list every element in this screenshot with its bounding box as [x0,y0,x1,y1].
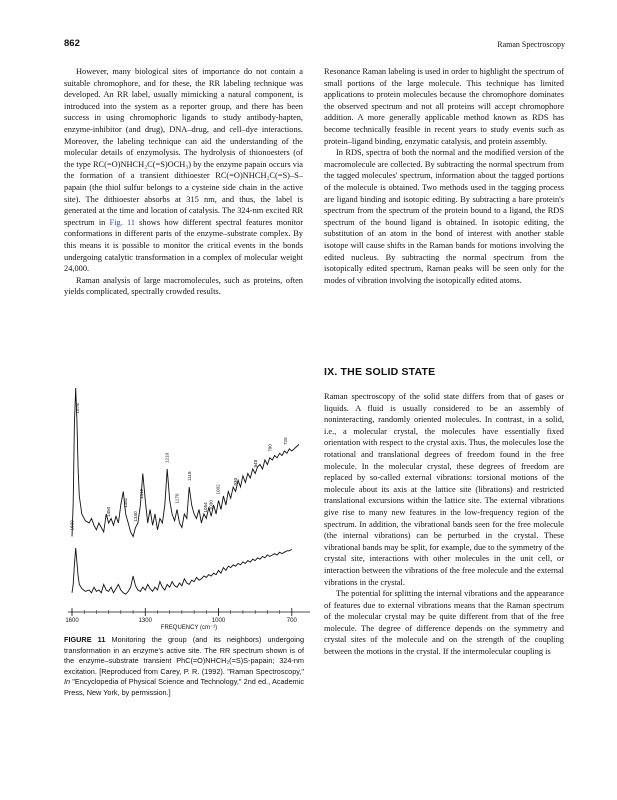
peak-label-1340: 1340 [132,511,138,522]
figure-11-caption [64,635,304,698]
figure-11-link[interactable]: Fig. 11 [109,217,136,227]
right-paragraph-3: Raman spectroscopy of the solid state differs from that of gases or liquids. A fluid is usually considered to be an assembly of noninteracting, randomly oriented molecules. In contrast, in a solid, i.e., a molecular crystal, the molecules have essentially fixed orientation with respect to the crystal axis. Thus, the molecules lose the rotational and translational degrees of freedom found in the free molecule. In the molecular crystal, these degrees of freedom are replaced by so-called external vibrations: torsional motions of the molecule about its axis at the lattice site (librations) and restricted translational excursions within the lattice site. The external vibrations give rise to many new features in the low-frequency region of the spectrum. In addition, the vibrational bands seen for the free molecule (the internal vibrations) can be perturbed in the crystal. These vibrational bands may be split, for example, due to the symmetry of the crystal site, interactions with other molecules in the unit cell, or interaction between the vibrations of the free molecule and the external vibrations in the crystal. [324,392,564,587]
peak-label-1600: 1600 [69,520,75,531]
caption-italic: In [64,677,71,686]
peak-label-1002: 1002 [215,484,221,495]
figure-11-spectrum [64,372,314,634]
right-column-bottom [324,391,564,658]
caption-text: Monitoring the group (and its neighbors) undergoing transformation in an enzyme's active site. The RR spectrum shown is of the enzyme–substrate transient PhC(=O)NHCH₂(=S)S-papain; 324-nm excitation. [Reproduced from Carey, P. R. (1992). "Raman Spectroscopy," [64,635,305,676]
spectrum-trace-upper [69,388,299,537]
x-tick-label-700: 700 [286,618,297,624]
left-paragraph-1-text: However, many biological sites of importance do not contain a suitable chromophore, and for these, the RR labeling technique was developed. An RR label, usually mimicking a natural component, is introduced into the system as a reporter group, and there has been success in using chromophoric ligands to study antibody-hapten, enzyme-inhibitor (and drug), DNA–drug, and cell–dye interactions. Moreover, the labeling technique can aid the understanding of the molecular details of enzymolysis. The hydrolysis of thionoesters (of the type RC(=O)NHCH₂C(=S)OCH₃) by the enzyme papain occurs via the formation of a transient dithioester RC(=O)NHCH₂C(=S)–S–papain (the thiol sulfur belongs to a cysteine side chain in the active site). The dithioester absorbs at 315 nm, and thus, the label is generated at the time and location of catalysis. The 324-nm excited RR spectrum in [64,67,303,227]
x-axis-label: FREQUENCY (cm⁻¹) [160,625,218,631]
peak-label-1210: 1210 [164,452,170,463]
right-paragraph-1: Resonance Raman labeling is used in order to highlight the spectrum of small portions of the large molecule. This technique has limited applications to protein molecules because the chromophore dominates the observed spectrum and not all proteins will accept chromophore addition. A more generally applicable method known as RDS has become technically feasible in recent years to study events such as protein–ligand binding, enzymatic catalysis, and protein assembly. [324,67,564,146]
left-column [64,66,303,298]
peak-label-848: 848 [253,459,259,468]
caption-label: FIGURE 11 [64,635,106,644]
peak-label-930: 930 [233,477,239,486]
left-paragraph-1 [64,66,303,275]
left-paragraph-1-end: shows how different spectral features monitor conformations in different parts of the enzyme–substrate complex. By this means it is possible to monitor the critical events in the bonds undergoing catalytic transformation in a complex of molecular weight 24,000. [64,217,304,274]
page-number: 862 [64,38,80,49]
right-column-top [324,66,564,286]
x-tick-label-1000: 1000 [211,618,226,624]
peak-label-725: 725 [283,437,289,445]
right-paragraph-4: The potential for splitting the internal vibrations and the appearance of features due to external vibrations means that the Raman spectrum of the molecular crystal may be quite different from that of the free molecule. The degree of difference depends on the symmetry and crystal sites of the molecule and on the strength of the coupling between the motions in the crystal. If the intermolecular coupling is [324,589,564,657]
left-paragraph-2: Raman analysis of large macromolecules, such as proteins, often yields complicated, spectrally crowded results. [64,275,303,297]
running-head: Raman Spectroscopy [497,40,565,49]
spectrum-trace-lower [72,548,292,594]
peak-label-1381: 1381 [122,497,128,508]
peak-label-1054: 1054 [202,502,208,513]
peak-label-1450: 1450 [106,506,112,517]
section-heading-solid-state: IX. THE SOLID STATE [324,366,436,378]
peak-label-1118: 1118 [187,471,193,481]
peak-label-1030: 1030 [208,500,214,511]
spectrum-chart [64,372,314,634]
x-tick-label-1300: 1300 [138,618,152,624]
caption-text-end: "Encyclopedia of Physical Science and Technology," 2nd ed., Academic Press, New York, by permission.] [64,677,304,697]
peak-label-1315: 1315 [139,488,145,499]
right-paragraph-2: In RDS, spectra of both the normal and the modified version of the macromolecule are collected. By subtracting the normal spectrum from the tagged molecules' spectrum, information about the tagged portions of the molecule is obtained. Two methods used in the tagging process are ligand binding and isotopic editing. By subtracting a bare protein's spectrum from the spectrum of the protein bound to a ligand, the RDS spectrum of the bound ligand is obtained. In isotopic editing, the substitution of an atom in the bond of interest with another stable isotope will cause shifts in the Raman bands for motions involving the edited nucleus. By subtracting the normal spectrum from the isotopically edited spectrum, Raman peaks will be seen only for the modes of vibration involving the isotopically edited atoms. [324,148,564,285]
peak-label-1578: 1578 [74,403,80,414]
peak-label-1170: 1170 [174,493,180,504]
peak-label-790: 790 [267,444,273,452]
x-tick-label-1600: 1600 [65,618,79,624]
